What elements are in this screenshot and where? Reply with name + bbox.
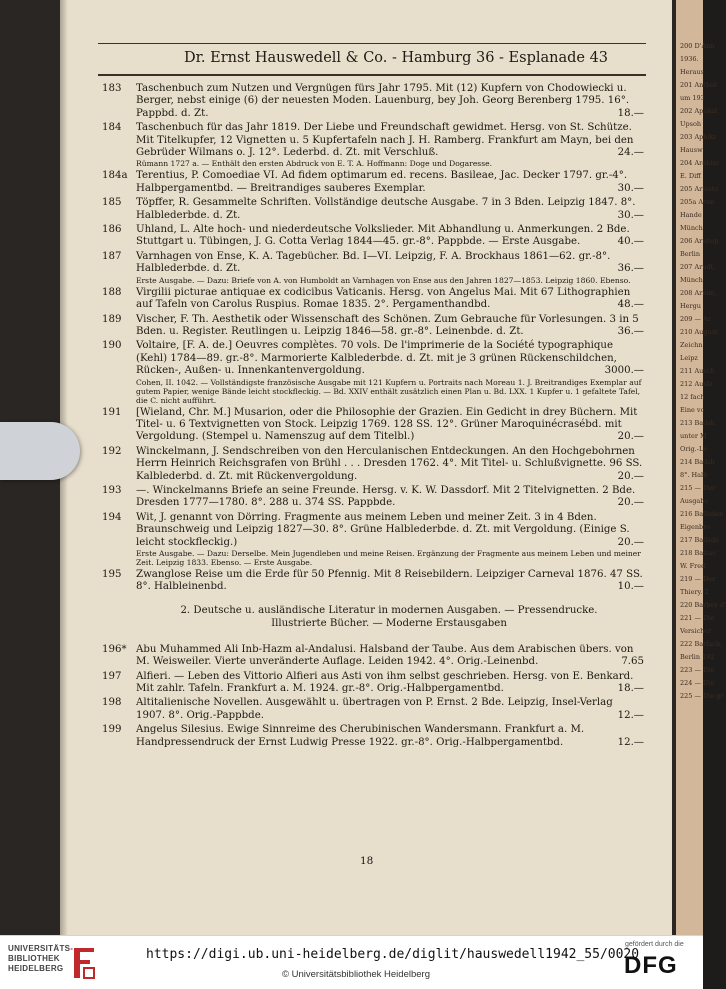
- next-page-fragment: 12 fach: [680, 393, 705, 401]
- entry-price: 36.—: [617, 263, 644, 275]
- next-page-fragment: Münch: [680, 276, 703, 284]
- entry-number: 190: [102, 340, 122, 352]
- entry-body: [136, 170, 644, 195]
- institution-line3: HEIDELBERG: [8, 964, 64, 973]
- next-page-fragment: 216 Balladen: [680, 510, 724, 518]
- catalog-entry: [100, 512, 644, 567]
- entry-price: 20.—: [617, 536, 644, 548]
- next-page-fragment: 205 Ariosto: [680, 185, 719, 193]
- next-page-fragment: 208 Arnim,: [680, 289, 717, 297]
- next-page-fragment: Heraus: [680, 68, 705, 76]
- entry-body: [136, 340, 644, 404]
- catalog-entry: [100, 671, 644, 696]
- section-heading: [134, 604, 644, 630]
- entry-price: 20.—: [617, 497, 644, 509]
- viewer-footer: [0, 935, 703, 989]
- entry-price: 12.—: [617, 736, 644, 748]
- entry-price: 10.—: [617, 581, 644, 593]
- next-page-fragment: 209 — Ar: [680, 315, 711, 323]
- entry-price: 18.—: [617, 107, 644, 119]
- next-page-fragment: Zeichn: [680, 341, 703, 349]
- entry-description: Zwanglose Reise um die Erde für 50 Pfennig. Mit 8 Reisebildern. Leipziger Carneval 1876. 47 SS. 8°. Halbleinenbd. 10.—: [136, 569, 644, 593]
- entry-description: Vischer, F. Th. Aesthetik oder Wissenschaft des Schönen. Zum Gebrauche für Vorlesungen. 3 in 5 Bden. u. Register. Reutlingen u. Leipzig 1846—58. gr.-8°. Leinenbde. d. Zt. 36.—: [136, 313, 644, 337]
- catalog-entry: [100, 251, 644, 285]
- section-heading-line1: 2. Deutsche u. ausländische Literatur in modernen Ausgaben. — Pressendrucke.: [180, 604, 598, 616]
- entry-body: [136, 724, 644, 749]
- entry-body: [136, 287, 644, 312]
- next-page-fragment: 215 — Der: [680, 484, 716, 492]
- next-page-fragment: E. Diff: [680, 172, 701, 180]
- page-holder-thumb: [0, 422, 80, 480]
- entry-number: 191: [102, 406, 122, 418]
- catalog-entry: [100, 83, 644, 120]
- ub-emblem-icon: [72, 946, 96, 980]
- entry-body: [136, 197, 644, 222]
- entry-body: [136, 697, 644, 722]
- ub-heidelberg-logo[interactable]: [8, 944, 103, 984]
- institution-line2: BIBLIOTHEK: [8, 954, 60, 963]
- catalog-entry: [100, 485, 644, 510]
- entry-body: [136, 569, 644, 594]
- entry-body: [136, 644, 644, 669]
- entry-price: 36.—: [617, 325, 644, 337]
- entry-number: 187: [102, 250, 122, 262]
- entry-number: 185: [102, 197, 122, 209]
- next-page-fragment: 221 — Die: [680, 614, 715, 622]
- entry-description: [Wieland, Chr. M.] Musarion, oder die Philosophie der Grazien. Ein Gedicht in drey Büchern. Mit Titel- u. 6 Textvignetten von Stock. Leipzig 1769. 128 SS. 12°. Grüner Maroquinécrasébd. mit Vergoldung. (Stempel u. Namenszug auf dem Titelbl.) 20.—: [136, 406, 644, 443]
- next-page-fragment: Upsoh: [680, 120, 702, 128]
- entry-number: 199: [102, 724, 122, 736]
- entry-body: [136, 251, 644, 285]
- entry-price: 20.—: [617, 431, 644, 443]
- next-page-fragment: 212 Auslä: [680, 380, 713, 388]
- entry-note: Rümann 1727 a. — Enthält den ersten Abdruck von E. T. A. Hoffmann: Doge und Dogaresse.: [136, 159, 493, 169]
- next-page-fragment: Ausgabe: [680, 497, 709, 505]
- entry-description: Virgilii picturae antiquae ex codicibus Vaticanis. Hersg. von Angelus Mai. Mit 67 Lithographien auf Tafeln von Carolus Ruspius. Romae 1835. 2°. Pergamenthandbd. 48.—: [136, 286, 644, 311]
- catalog-entry: [100, 569, 644, 594]
- next-page-fragment: 225 — Die gr: [680, 692, 724, 700]
- entry-number: 196*: [102, 643, 127, 655]
- entry-price: 24.—: [617, 147, 644, 159]
- next-page-fragment: 206 Aristop: [680, 237, 719, 245]
- entry-number: 193: [102, 484, 122, 496]
- entry-number: 192: [102, 445, 122, 457]
- copyright-notice: © Universitätsbibliothek Heidelberg: [282, 969, 430, 980]
- next-page-fragment: 219 — Der: [680, 575, 716, 583]
- entry-description: Angelus Silesius. Ewige Sinnreime des Cherubinischen Wandersmann. Frankfurt a. M. Handpressendruck der Ernst Ludwig Presse 1922. gr.-8°. Orig.-Halbpergamentbd. 12.—: [136, 724, 644, 748]
- entry-price: 3000.—: [604, 365, 644, 377]
- entry-body: [136, 485, 644, 510]
- page-number: 18: [360, 855, 374, 867]
- entry-description: Taschenbuch zum Nutzen und Vergnügen fürs Jahr 1795. Mit (12) Kupfern von Chodowiecki u. Berger, nebst einige (6) der neuesten Moden. Lauenburg, bey Joh. Georg Berenberg 1795. 16°. Pappbd. d. Zt. 18.—: [136, 83, 644, 119]
- entry-description: Voltaire, [F. A. de.] Oeuvres complètes. 70 vols. De l'imprimerie de la Société typographique (Kehl) 1784—89. gr.-8°. Marmorierte Kalblederbde. d. Zt. mit je 3 grünen Rückenschildchen, Rücken-, Außen- u. Innenkantenvergoldung. 3000.—: [136, 340, 644, 377]
- header-rule-top: [98, 43, 646, 44]
- entry-price: 7.65: [621, 656, 644, 668]
- catalog-entry: [100, 644, 644, 669]
- catalog-entry: [100, 340, 644, 404]
- next-page-fragment: Hausw: [680, 146, 703, 154]
- catalog-entry: [100, 724, 644, 749]
- entry-price: 30.—: [617, 209, 644, 221]
- next-page-fragment: 220 Barbey d': [680, 601, 726, 609]
- next-page-fragment: 203 Aplekr: [680, 133, 717, 141]
- catalog-entry: [100, 446, 644, 483]
- page-header-title: Dr. Ernst Hauswedell & Co. - Hamburg 36 - Esplanade 43: [183, 50, 609, 66]
- entry-description: —. Winckelmanns Briefe an seine Freunde. Hersg. v. K. W. Dassdorf. Mit 2 Titelvignetten. 2 Bde. Dresden 1777—1780. 8°. 288 u. 374 SS. Pappbde. 20.—: [136, 484, 644, 509]
- permalink-url[interactable]: https://digi.ub.uni-heidelberg.de/diglit/hauswedell1942_55/0020: [146, 947, 640, 962]
- entry-description: Altitalienische Novellen. Ausgewählt u. übertragen von P. Ernst. 2 Bde. Leipzig, Insel-Verlag 1907. 8°. Orig.-Pappbde. 12.—: [136, 697, 644, 721]
- next-page-fragment: Münch: [680, 224, 703, 232]
- next-page-fragment: 1936.: [680, 55, 699, 63]
- next-page-fragment: 218 Balzac: [680, 549, 717, 557]
- entry-price: 18.—: [617, 683, 644, 695]
- entry-number: 189: [102, 313, 122, 325]
- entry-note: Erste Ausgabe. — Dazu: Derselbe. Mein Jugendleben und meine Reisen. Ergänzung der Fragmente aus meinem Leben und meiner Zeit. Leipzig 1833. Ebenso. — Erste Ausgabe.: [136, 549, 641, 567]
- next-page-fragment: 207 Arndt,: [680, 263, 716, 271]
- next-page-fragment: 224 — Die: [680, 679, 715, 687]
- entry-number: 198: [102, 697, 122, 709]
- entry-list-1: [100, 83, 644, 594]
- entry-description: Terentius, P. Comoediae VI. Ad fidem optimarum ed. recens. Basileae, Jac. Decker 1797. gr.-4°. Halbpergamentbd. — Breitrandiges sauberes Exemplar. 30.—: [136, 170, 644, 194]
- catalog-entry: [100, 122, 644, 168]
- entry-body: [136, 512, 644, 567]
- next-page-fragment: 223 — Die: [680, 666, 715, 674]
- entry-price: 20.—: [617, 470, 644, 482]
- entry-note: Cohen, II. 1042. — Vollständigste französische Ausgabe mit 121 Kupfern u. Portraits nach Moreau 1. J. Breitrandiges Exemplar auf gutem Papier, wenige Bände leicht stockfleckig. — Bd. XXIV enthält zusätzlich einen Plan u. Bd. LXX. 1 Kupfer u. 1 gefaltete Tafel, die C. nicht aufführt.: [136, 377, 642, 405]
- next-page-fragment: unter M: [680, 432, 707, 440]
- next-page-fragment: 217 Ballads: [680, 536, 719, 544]
- next-page-fragment: Berlin 192: [680, 653, 715, 661]
- next-page-fragment: Berlin: [680, 250, 701, 258]
- entry-description: Abu Muhammed Ali Inb-Hazm al-Andalusi. Halsband der Taube. Aus dem Arabischen übers. von M. Weisweiler. Vierte unveränderte Auflage. Leiden 1942. 4°. Orig.-Leinenbd. 7.65: [136, 643, 644, 668]
- entry-number: 183: [102, 83, 122, 94]
- next-page-fragment: Versicher: [680, 627, 712, 635]
- entry-price: 48.—: [617, 299, 644, 311]
- next-page-fragment: Orig.-Le: [680, 445, 708, 453]
- next-page-fragment: 201 Anthol: [680, 81, 717, 89]
- catalog-entry: [100, 197, 644, 222]
- entry-number: 188: [102, 286, 122, 298]
- entry-body: [136, 122, 644, 168]
- next-page-fragment: 214 Badsh: [680, 458, 715, 466]
- next-page-fragment: 205a Arim: [680, 198, 715, 206]
- entry-list-2: [100, 644, 644, 749]
- next-page-fragment: 200 D'Ann: [680, 42, 715, 50]
- entry-description: Alfieri. — Leben des Vittorio Alfieri aus Asti von ihm selbst geschrieben. Hersg. von E. Benkard. Mit zahlr. Tafeln. Frankfurt a. M. 1924. gr.-8°. Orig.-Halbpergamentbd. 18.—: [136, 670, 644, 695]
- catalog-entry: [100, 407, 644, 444]
- next-page-fragment: Hergu: [680, 302, 701, 310]
- header-rule-bottom: [98, 74, 646, 76]
- entry-number: 184: [102, 122, 122, 134]
- next-page-fragment: 202 Apokal: [680, 107, 718, 115]
- next-page-fragment: 213 Badsh: [680, 419, 715, 427]
- entry-number: 184a: [102, 170, 128, 182]
- entry-body: [136, 446, 644, 483]
- entry-number: 186: [102, 224, 122, 236]
- catalog-content: [100, 83, 644, 751]
- entry-description: Wit, J. genannt von Dörring. Fragmente aus meinem Leben und meiner Zeit. 3 in 4 Bden. Braunschweig und Leipzig 1827—30. 8°. Grüne Halblederbde. d. Zt. mit Vergoldung. (Einige S. leicht stockfleckig.) 20.—: [136, 511, 644, 548]
- entry-body: [136, 314, 644, 339]
- entry-note: Erste Ausgabe. — Dazu: Briefe von A. von Humboldt an Varnhagen von Ense aus den Jahren 1827—1853. Leipzig 1860. Ebenso.: [136, 275, 631, 285]
- next-page-fragment: 222 Barlach,: [680, 640, 723, 648]
- catalog-entry: [100, 287, 644, 312]
- entry-description: Töpffer, R. Gesammelte Schriften. Vollständige deutsche Ausgabe. 7 in 3 Bden. Leipzig 1847. 8°. Halblederbde. d. Zt. 30.—: [136, 197, 644, 221]
- entry-description: Uhland, L. Alte hoch- und niederdeutsche Volkslieder. Mit Abhandlung u. Anmerkungen. 2 Bde. Stuttgart u. Tübingen, J. G. Cotta Verlag 1844—45. gr.-8°. Pappbde. — Erste Ausgabe. 40.—: [136, 224, 644, 248]
- catalog-entry: [100, 314, 644, 339]
- catalog-entry: [100, 224, 644, 249]
- funding-label: gefördert durch die: [625, 941, 684, 948]
- entry-body: [136, 224, 644, 249]
- next-page-fragment: Eine vo: [680, 406, 705, 414]
- next-page-fragment: Eigenbro: [680, 523, 711, 531]
- next-page-fragment: Hande: [680, 211, 702, 219]
- next-page-fragment: 204 Arabisc: [680, 159, 720, 167]
- entry-body: [136, 83, 644, 120]
- entry-number: 197: [102, 670, 122, 682]
- next-page-fragment: um 193: [680, 94, 705, 102]
- next-page-fragment: Thiery. 2: [680, 588, 709, 596]
- entry-body: [136, 671, 644, 696]
- entry-description: Winckelmann, J. Sendschreiben von den Herculanischen Entdeckungen. An den Hochgebohrnen Herrn Heinrich Reichsgrafen von Brühl . . . Dresden 1762. 4°. Mit Titel- u. Schlußvignette. 96 SS. Kalblederbd. d. Zt. mit Rückenvergoldung. 20.—: [136, 445, 644, 482]
- entry-description: Taschenbuch für das Jahr 1819. Der Liebe und Freundschaft gewidmet. Hersg. von St. Schütze. Mit Titelkupfer, 12 Vignetten u. 5 Kupfertafeln nach J. H. Ramberg. Frankfurt am Mayn, bei den Gebrüder Wilmans o. J. 12°. Lederbd. d. Zt. mit Verschluß. 24.—: [136, 122, 644, 159]
- entry-description: Varnhagen von Ense, K. A. Tagebücher. Bd. I—VI. Leipzig, F. A. Brockhaus 1861—62. gr.-8°. Halblederbde. d. Zt. 36.—: [136, 250, 644, 275]
- next-page-edge: [676, 0, 726, 975]
- entry-price: 40.—: [617, 236, 644, 248]
- catalog-entry: [100, 697, 644, 722]
- next-page-fragment: Leipz: [680, 354, 698, 362]
- catalog-entry: [100, 170, 644, 195]
- section-heading-line2: Illustrierte Bücher. — Moderne Erstausgaben: [271, 617, 507, 629]
- entry-price: 30.—: [617, 182, 644, 194]
- entry-body: [136, 407, 644, 444]
- next-page-fragment: 8°. Halb: [680, 471, 708, 479]
- next-page-fragment: 211 Ausch: [680, 367, 715, 375]
- next-page-fragment: 210 August: [680, 328, 718, 336]
- institution-line1: UNIVERSITÄTS-: [8, 944, 74, 953]
- entry-price: 12.—: [617, 709, 644, 721]
- entry-number: 194: [102, 511, 122, 523]
- entry-number: 195: [102, 569, 122, 580]
- next-page-fragment: W. Fred.: [680, 562, 708, 570]
- dfg-logo[interactable]: DFG: [624, 952, 678, 979]
